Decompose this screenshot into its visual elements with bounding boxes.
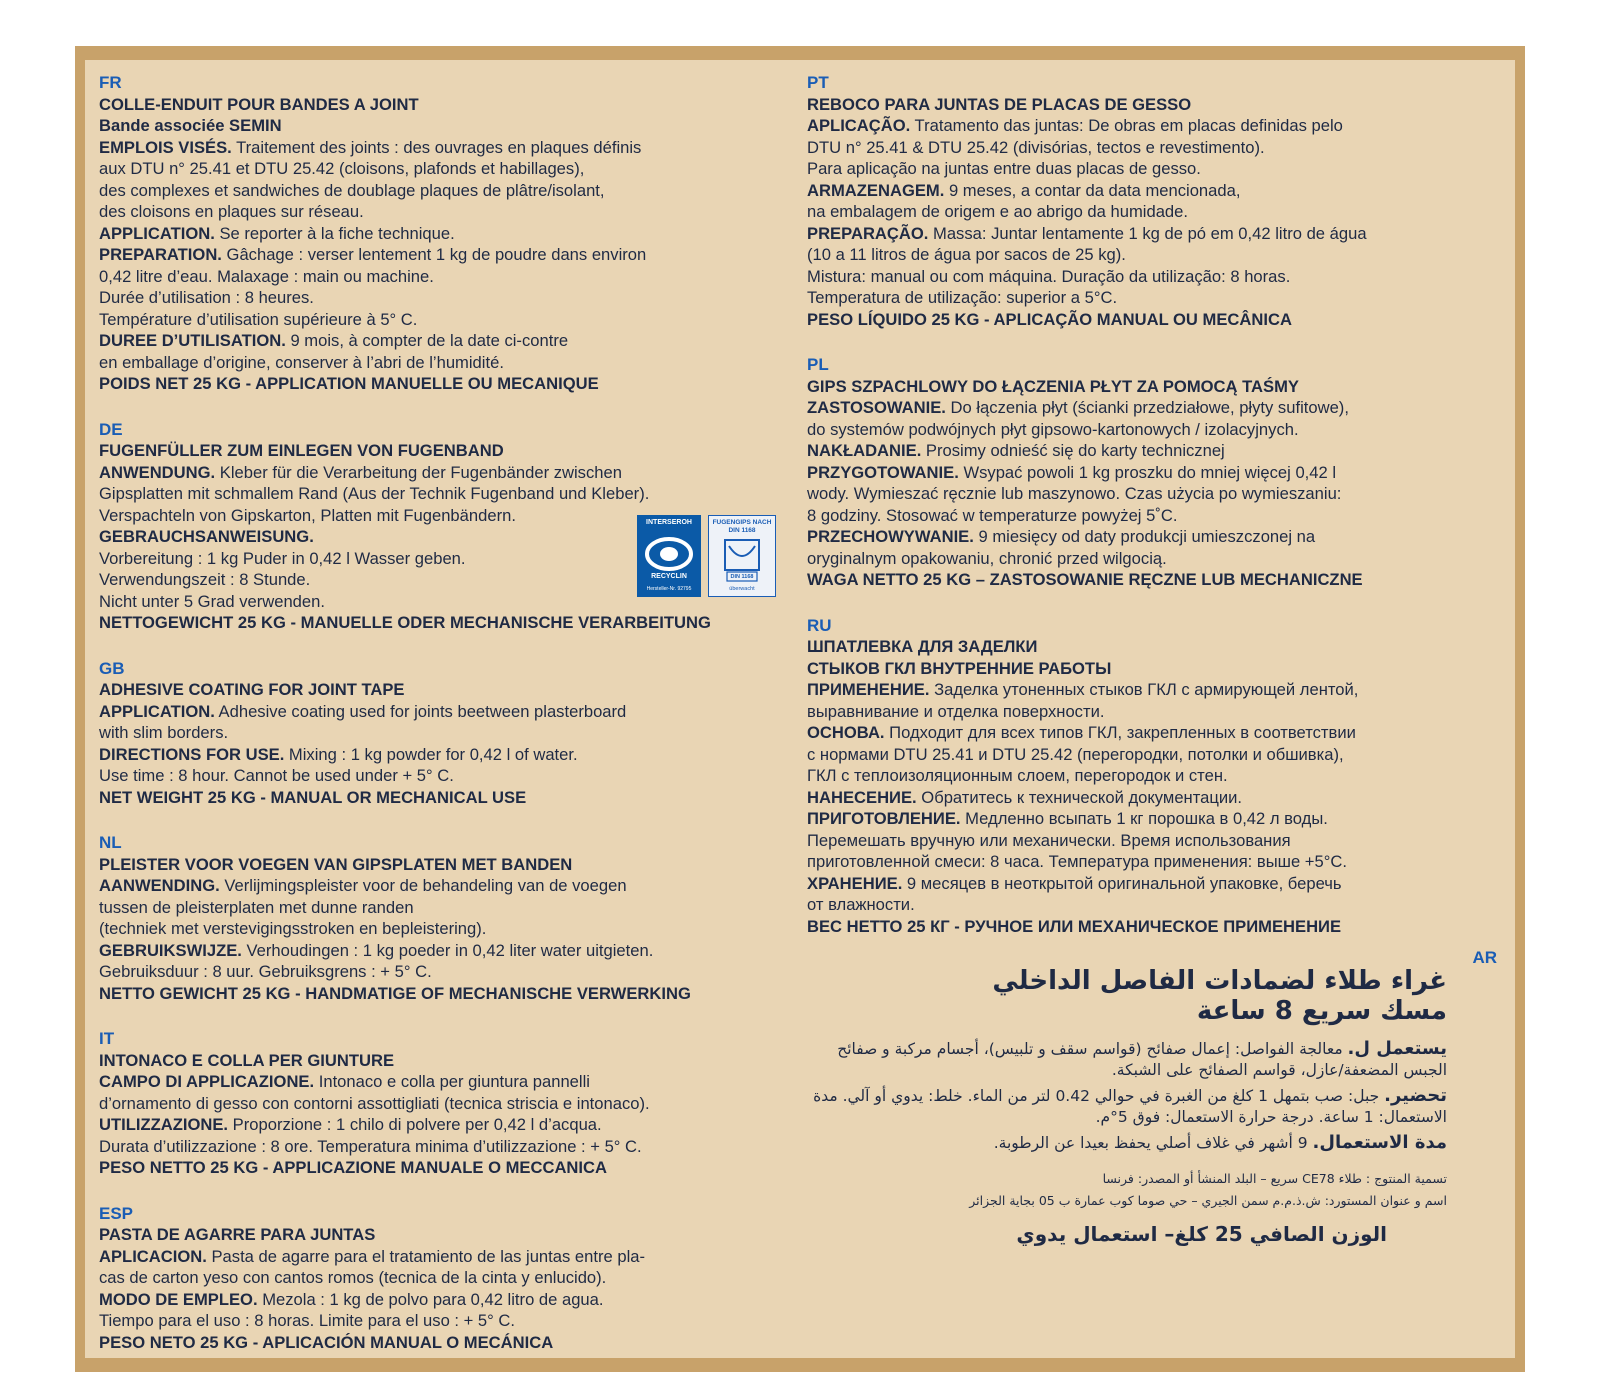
paragraph-text: Обратитесь к технической документации. — [916, 787, 1243, 807]
section-title: INTONACO E COLLA PER GIUNTURE — [99, 1050, 395, 1070]
section-title: COLLE-ENDUIT POUR BANDES A JOINT — [99, 94, 419, 114]
paragraph-text: Mixing : 1 kg powder for 0,42 l of water. — [284, 744, 578, 764]
paragraph-first-line — [99, 137, 789, 159]
paragraph-text: Se reporter à la fiche technique. — [214, 223, 455, 243]
paragraph-label: ARMAZENAGEM. — [807, 180, 945, 200]
paragraph-label: تحضير. — [1384, 1085, 1447, 1106]
text-line: Mistura: manual ou com máquina. Duração da utilização: 8 horas. — [807, 266, 1291, 286]
paragraph-lines — [807, 201, 1507, 223]
paragraph-first-line — [99, 940, 789, 962]
paragraph-label: MODO DE EMPLEO. — [99, 1289, 258, 1309]
text-line: приготовленной смеси: 8 часа. Температура применения: выше +5°C. — [807, 852, 1347, 871]
arabic-paragraph — [807, 1085, 1447, 1128]
text-line: en emballage d’origine, conserver à l’abri de l’humidité. — [99, 352, 504, 372]
text-line: Nicht unter 5 Grad verwenden. — [99, 591, 325, 611]
paragraph-label: PREPARAÇÃO. — [807, 223, 929, 243]
net-weight: WAGA NETTO 25 KG – ZASTOSOWANIE RĘCZNE LUB MECHANICZNE — [807, 570, 1363, 589]
section-title: REBOCO PARA JUNTAS DE PLACAS DE GESSO — [807, 94, 1192, 114]
paragraph-text: Подходит для всех типов ГКЛ, закрепленных в соответствии — [884, 723, 1356, 742]
paragraph-label: CAMPO DI APPLICAZIONE. — [99, 1072, 315, 1091]
paragraph-label: PRZYGOTOWANIE. — [807, 462, 959, 482]
paragraph-label: NAKŁADANIE. — [807, 441, 922, 460]
fugengips-din-logo — [708, 515, 776, 597]
logo-text: DIN 1168 — [728, 527, 756, 534]
text-line: от влажности. — [807, 895, 915, 914]
section-title: PLEISTER VOOR VOEGEN VAN GIPSPLATEN MET BANDEN — [99, 854, 573, 874]
paragraph-label: DUREE D’UTILISATION. — [99, 331, 286, 350]
paragraph-text: Verhoudingen : 1 kg poeder in 0,42 liter water uitgieten. — [241, 940, 654, 960]
section-title: PASTA DE AGARRE PARA JUNTAS — [99, 1225, 376, 1244]
section-title-line-2: СТЫКОВ ГКЛ ВНУТРЕННИЕ РАБОТЫ — [807, 658, 1112, 678]
paragraph-lines — [99, 158, 789, 223]
net-weight: PESO LÍQUIDO 25 KG - APLICAÇÃO MANUAL OU MECÂNICA — [807, 309, 1292, 329]
paragraph-label: يستعمل ل. — [1347, 1038, 1447, 1059]
paragraph-lines — [807, 483, 1507, 526]
paragraph-first-line — [99, 462, 789, 484]
paragraph-first-line — [807, 397, 1507, 419]
language-code: ESP — [99, 1203, 134, 1223]
net-weight: ВЕС НЕТТО 25 КГ - РУЧНОЕ ИЛИ МЕХАНИЧЕСКОЕ ПРИМЕНЕНИЕ — [807, 916, 1342, 936]
arabic-product-info — [807, 1168, 1447, 1212]
paragraph-lines — [807, 701, 1507, 723]
text-line: выравнивание и отделка поверхности. — [807, 701, 1105, 721]
text-line: Gipsplatten mit schmallem Rand (Aus der Technik Fugenband und Kleber). — [99, 484, 650, 503]
paragraph-label: GEBRAUCHSANWEISUNG. — [99, 527, 314, 546]
section-it — [99, 1028, 789, 1179]
language-code-ar: AR — [1472, 948, 1497, 967]
fmpa-seal-icon — [709, 516, 775, 596]
text-line: des complexes et sandwiches de doublage plaques de plâtre/isolant, — [99, 180, 605, 200]
paragraph-label: AANWENDING. — [99, 876, 220, 895]
text-line: 8 godziny. Stosować w temperaturze powyżej 5˚C. — [807, 505, 1178, 525]
paragraph-label: ОСНОВА. — [807, 723, 885, 742]
net-weight: NETTO GEWICHT 25 KG - HANDMATIGE OF MECHANISCHE VERWERKING — [99, 983, 691, 1003]
paragraph-lines — [99, 266, 789, 331]
paragraph-text: Mezola : 1 kg de polvo para 0,42 litro de agua. — [257, 1289, 604, 1309]
paragraph-first-line — [807, 526, 1507, 548]
section-nl — [99, 832, 789, 1004]
section-pl — [807, 354, 1507, 591]
product-name-line: تسمية المنتوج : طلاء CE78 سريع – البلد المنشأ أو المصدر: فرنسا — [1102, 1171, 1447, 1186]
paragraph-lines — [99, 722, 789, 744]
text-line: Vorbereitung : 1 kg Puder in 0,42 l Wasser geben. — [99, 548, 466, 568]
paragraph-label: ANWENDUNG. — [99, 462, 216, 482]
paragraph-label: PREPARATION. — [99, 245, 222, 264]
net-weight: PESO NETO 25 KG - APLICACIÓN MANUAL O MECÁNICA — [99, 1332, 554, 1352]
section-title: ШПАТЛЕВКА ДЛЯ ЗАДЕЛКИ — [807, 637, 1038, 656]
paragraph-lines — [807, 244, 1507, 309]
text-line: с нормами DTU 25.41 и DTU 25.42 (перегородки, потолки и обшивка), — [807, 744, 1344, 764]
text-line: na embalagem de origem e ao abrigo da humidade. — [807, 202, 1188, 221]
text-line: 0,42 litre d’eau. Malaxage : main ou machine. — [99, 266, 434, 286]
paragraph-text: Prosimy odnieść się do karty technicznej — [921, 441, 1225, 460]
paragraph-first-line — [807, 462, 1507, 484]
language-code: DE — [99, 419, 123, 439]
left-column — [99, 72, 789, 1377]
logo-text: FUGENGIPS NACH — [712, 519, 772, 526]
paragraph-label: ZASTOSOWANIE. — [807, 398, 946, 417]
paragraph-lines — [807, 830, 1507, 873]
net-weight: الوزن الصافي 25 كلغ– استعمال يدوي — [1016, 1222, 1387, 1246]
logo-text: INTERSEROH — [646, 519, 692, 526]
section-title-line-2: مسك سريع 8 ساعة — [1196, 996, 1447, 1026]
section-fr — [99, 72, 789, 395]
section-subtitle: Bande associée SEMIN — [99, 116, 282, 135]
paragraph-label: ХРАНЕНИЕ. — [807, 873, 903, 893]
paragraph-label: НАНЕСЕНИЕ. — [807, 787, 917, 807]
paragraph-first-line — [807, 223, 1507, 245]
logo-text: DIN 1168 — [730, 574, 754, 580]
paragraph-label: UTILIZZAZIONE. — [99, 1115, 229, 1134]
section-title: GIPS SZPACHLOWY DO ŁĄCZENIA PŁYT ZA POMOCĄ TAŚMY — [807, 376, 1299, 396]
paragraph-first-line — [99, 1289, 789, 1311]
paragraph-first-line — [807, 722, 1507, 744]
net-weight: NETTOGEWICHT 25 KG - MANUELLE ODER MECHANISCHE VERARBEITUNG — [99, 613, 711, 632]
text-line: d’ornamento di gesso con contorni assottigliati (tecnica striscia e intonaco). — [99, 1093, 650, 1113]
paragraph-first-line — [99, 1246, 789, 1268]
paragraph-first-line — [99, 744, 789, 766]
paragraph-text: Gâchage : verser lentement 1 kg de poudre dans environ — [221, 245, 647, 264]
paragraph-lines — [99, 1093, 789, 1115]
text-line: DTU n° 25.41 & DTU 25.42 (divisórias, tectos e revestimento). — [807, 137, 1265, 157]
paragraph-label: DIRECTIONS FOR USE. — [99, 744, 285, 764]
arabic-paragraph — [807, 1038, 1447, 1081]
label-frame — [75, 46, 1525, 1372]
paragraph-first-line — [99, 875, 789, 897]
paragraph-text: جبل: صب بتمهل 1 كلغ من الغبرة في حوالي 0.42 لتر من الماء. خلط: يدوي أو آلي. مدة الاستعمال: 1 ساعة. درجة حرارة الاستعمال: فوق 5°م. — [813, 1087, 1447, 1126]
paragraph-lines — [807, 419, 1507, 441]
section-title: ADHESIVE COATING FOR JOINT TAPE — [99, 680, 405, 699]
text-line: (techniek met verstevigingsstroken en bepleistering). — [99, 919, 487, 938]
paragraph-label: ПРИГОТОВЛЕНИЕ. — [807, 809, 961, 828]
paragraph-text: Do łączenia płyt (ścianki przedziałowe, płyty sufitowe), — [945, 398, 1349, 417]
paragraph-text: Wsypać powoli 1 kg proszku do mniej więcej 0,42 l — [958, 462, 1337, 482]
text-line: oryginalnym opakowaniu, chronić przed wilgocią. — [807, 548, 1167, 568]
paragraph-first-line — [99, 244, 789, 266]
paragraph-lines — [807, 744, 1507, 787]
text-line: Para aplicação na juntas entre duas placas de gesso. — [807, 159, 1201, 178]
paragraph-first-line — [99, 701, 789, 723]
paragraph-text: معالجة الفواصل: إعمال صفائح (قواسم سقف و تلبيس)، أجسام مركبة و صفائح الجبس المضعفة/عازل، قواسم الصفائح على الشبكة. — [837, 1040, 1447, 1079]
language-code: PT — [807, 73, 829, 92]
text-line: tussen de pleisterplaten met dunne randen — [99, 897, 414, 917]
recycling-icon — [638, 516, 700, 596]
logo-text: RECYCLIN — [651, 573, 687, 580]
language-code: FR — [99, 73, 122, 92]
paragraph-lines — [99, 1310, 789, 1332]
text-line: des cloisons en plaques sur réseau. — [99, 202, 364, 221]
paragraph-lines — [99, 352, 789, 374]
paragraph-text: 9 miesięcy od daty produkcji umieszczonej na — [973, 527, 1316, 546]
language-code: RU — [807, 615, 832, 635]
arabic-paragraph — [807, 1132, 1447, 1154]
paragraph-text: Verlijmingspleister voor de behandeling van de voegen — [219, 876, 627, 895]
net-weight: NET WEIGHT 25 KG - MANUAL OR MECHANICAL USE — [99, 787, 527, 807]
paragraph-lines — [99, 897, 789, 940]
text-line: (10 a 11 litros de água por sacos de 25 kg). — [807, 245, 1126, 264]
logo-text: überwacht — [729, 586, 755, 592]
paragraph-first-line — [807, 440, 1507, 462]
label-panel — [85, 60, 1515, 1358]
paragraph-first-line — [99, 223, 789, 245]
certification-logos — [637, 515, 777, 599]
paragraph-text: Kleber für die Verarbeitung der Fugenbänder zwischen — [215, 462, 622, 482]
paragraph-lines — [99, 1267, 789, 1289]
section-esp — [99, 1203, 789, 1354]
paragraph-text: Massa: Juntar lentamente 1 kg de pó em 0,42 litro de água — [928, 223, 1367, 243]
paragraph-first-line — [807, 873, 1507, 895]
paragraph-first-line — [99, 330, 789, 352]
text-line: Température d’utilisation supérieure à 5° C. — [99, 309, 418, 329]
paragraph-text: Adhesive coating used for joints beetween plasterboard — [214, 701, 627, 721]
paragraph-label: APPLICATION. — [99, 701, 215, 721]
text-line: Verspachteln von Gipskarton, Platten mit Fugenbändern. — [99, 505, 516, 525]
section-title: غراء طلاء لضمادات الفاصل الداخلي — [992, 966, 1447, 996]
paragraph-label: APLICAÇÃO. — [807, 116, 911, 135]
language-code: IT — [99, 1029, 115, 1048]
paragraph-text: 9 أشهر في غلاف أصلي يحفظ بعيدا عن الرطوبة. — [993, 1134, 1313, 1152]
text-line: wody. Wymieszać ręcznie lub maszynowo. Czas użycia po wymieszaniu: — [807, 484, 1342, 503]
paragraph-label: GEBRUIKSWIJZE. — [99, 940, 242, 960]
interseroh-recycling-logo — [637, 515, 701, 597]
paragraph-first-line — [807, 787, 1507, 809]
text-line: Перемешать вручную или механически. Время использования — [807, 830, 1291, 850]
text-line: with slim borders. — [99, 723, 229, 742]
paragraph-first-line — [99, 1114, 789, 1136]
paragraph-text: Intonaco e colla per giuntura pannelli — [314, 1072, 590, 1091]
paragraph-text: Tratamento das juntas: De obras em placas definidas pelo — [910, 116, 1343, 135]
text-line: ГКЛ с теплоизоляционным слоем, перегородок и стен. — [807, 766, 1228, 785]
text-line: do systemów podwójnych płyt gipsowo-kartonowych / izolacyjnych. — [807, 419, 1299, 439]
paragraph-lines — [99, 961, 789, 983]
text-line: Durata d’utilizzazione : 8 ore. Temperatura minima d’utilizzazione : + 5° C. — [99, 1136, 642, 1156]
language-code: NL — [99, 833, 122, 852]
paragraph-lines — [807, 894, 1507, 916]
paragraph-label: APPLICATION. — [99, 223, 215, 243]
section-title: FUGENFÜLLER ZUM EINLEGEN VON FUGENBAND — [99, 441, 504, 460]
importer-line: اسم و عنوان المستورد: ش.ذ.م.م سمن الجيري – حي صوما كوب عمارة ب 05 بجاية الجزائر — [969, 1193, 1447, 1208]
paragraph-text: Медленно всыпать 1 кг порошка в 0,42 л воды. — [960, 809, 1328, 828]
text-line: cas de carton yeso con cantos romos (tecnica de la cinta y enlucido). — [99, 1268, 607, 1287]
text-line: Temperatura de utilização: superior a 5°C. — [807, 288, 1118, 307]
paragraph-text: Заделка утоненных стыков ГКЛ с армирующей лентой, — [929, 680, 1359, 699]
paragraph-label: APLICACION. — [99, 1246, 207, 1266]
paragraph-label: PRZECHOWYWANIE. — [807, 527, 974, 546]
paragraph-text: 9 meses, a contar da data mencionada, — [944, 180, 1241, 200]
paragraph-first-line — [807, 115, 1507, 137]
paragraph-lines — [807, 137, 1507, 180]
paragraph-lines — [807, 548, 1507, 570]
section-ru — [807, 615, 1507, 938]
paragraph-first-line — [807, 679, 1507, 701]
language-code: GB — [99, 658, 125, 678]
text-line: Durée d’utilisation : 8 heures. — [99, 288, 314, 307]
section-ar — [807, 966, 1447, 1248]
paragraph-lines — [99, 1136, 789, 1158]
text-line: Gebruiksduur : 8 uur. Gebruiksgrens : + 5° C. — [99, 962, 432, 981]
paragraph-text: 9 mois, à compter de la date ci-contre — [285, 331, 569, 350]
paragraph-text: Pasta de agarre para el tratamiento de las juntas entre pla- — [206, 1246, 646, 1266]
section-gb — [99, 658, 789, 809]
paragraph-first-line — [807, 808, 1507, 830]
language-code: PL — [807, 355, 829, 374]
text-line: Tiempo para el uso : 8 horas. Limite para el uso : + 5° C. — [99, 1311, 516, 1330]
paragraph-text: Traitement des joints : des ouvrages en plaques définis — [231, 137, 642, 157]
section-pt — [807, 72, 1507, 330]
net-weight: PESO NETTO 25 KG - APPLICAZIONE MANUALE O MECCANICA — [99, 1158, 607, 1177]
net-weight: POIDS NET 25 KG - APPLICATION MANUELLE OU MECANIQUE — [99, 374, 599, 393]
paragraph-label: ПРИМЕНЕНИЕ. — [807, 680, 930, 699]
paragraph-text: Proporzione : 1 chilo di polvere per 0,42 l d’acqua. — [228, 1115, 602, 1134]
paragraph-label: مدة الاستعمال. — [1312, 1132, 1447, 1153]
paragraph-text: 9 месяцев в неоткрытой оригинальной упаковке, беречь — [902, 873, 1342, 893]
logo-text: Hersteller-Nr. 92795 — [646, 586, 692, 592]
right-column — [807, 72, 1507, 961]
text-line: aux DTU n° 25.41 et DTU 25.42 (cloisons, plafonds et habillages), — [99, 159, 585, 178]
text-line: Use time : 8 hour. Cannot be used under + 5° C. — [99, 766, 454, 785]
paragraph-label: EMPLOIS VISÉS. — [99, 137, 232, 157]
text-line: Verwendungszeit : 8 Stunde. — [99, 570, 311, 589]
paragraph-first-line — [99, 1071, 789, 1093]
paragraph-first-line — [807, 180, 1507, 202]
paragraph-lines — [99, 765, 789, 787]
